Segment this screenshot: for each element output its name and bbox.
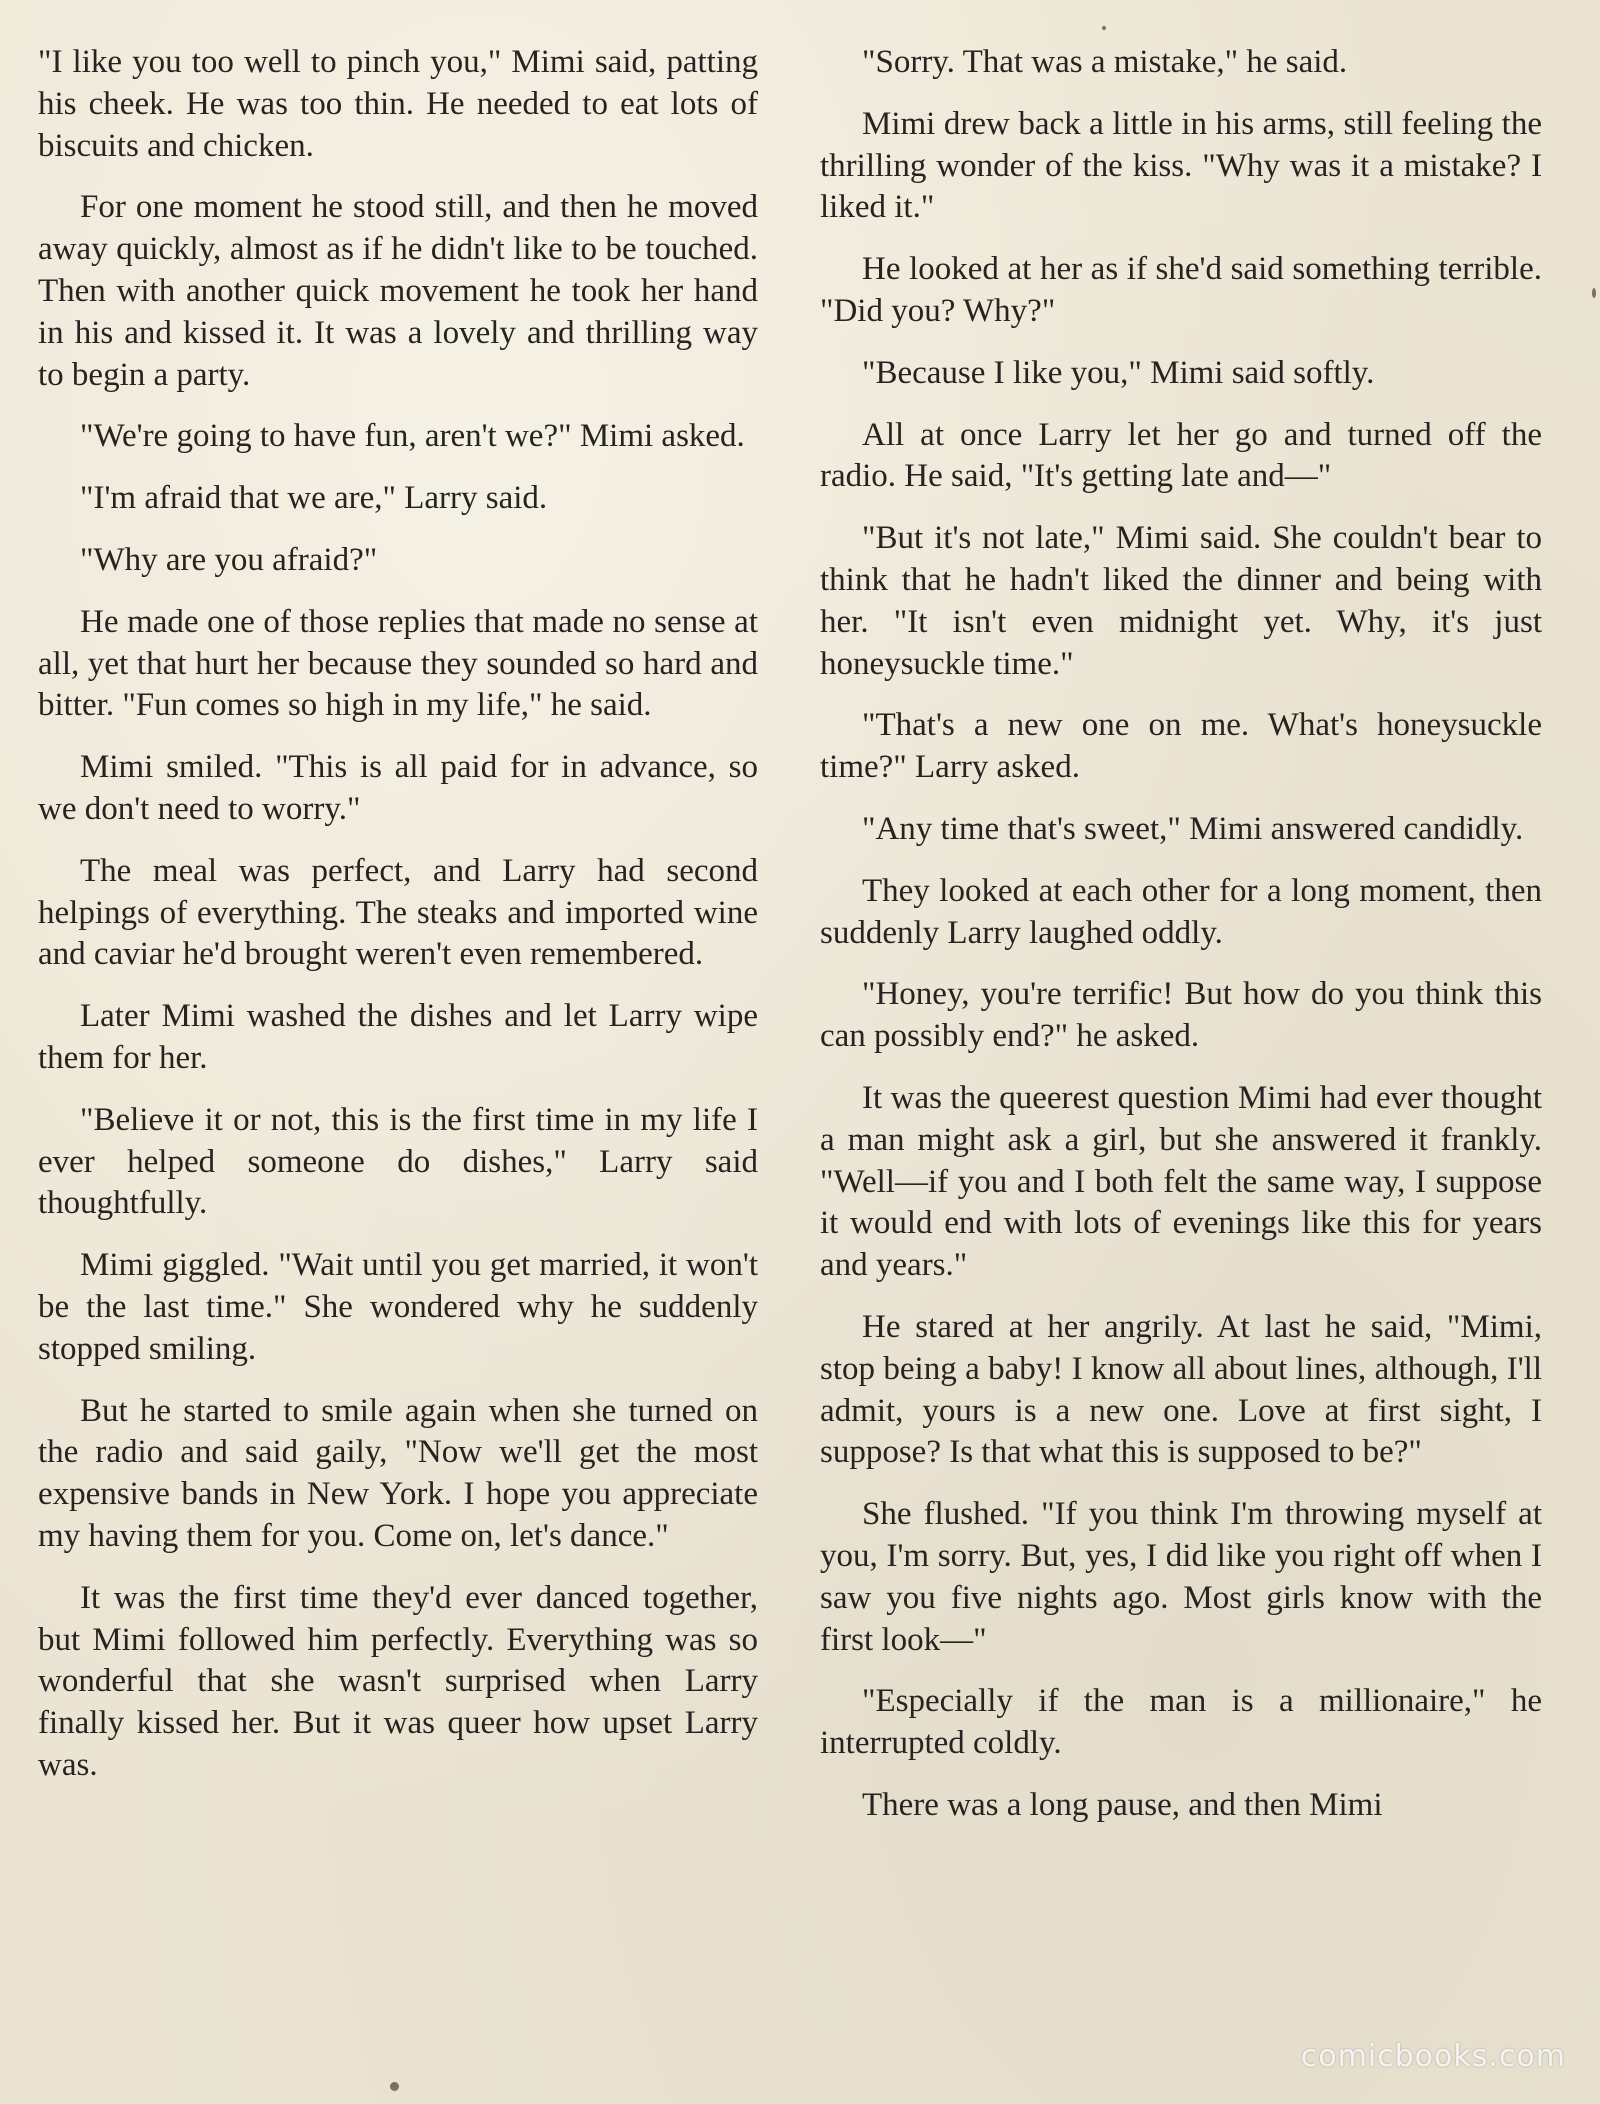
paragraph: "Believe it or not, this is the first time in my life I ever helped someone do dishes," Larry said thoughtfully. bbox=[38, 1101, 758, 1222]
paragraph: "But it's not late," Mimi said. She couldn't bear to think that he hadn't liked the dinner and being with her. "It isn't even midnight yet. Why, it's just honeysuckle time." bbox=[820, 520, 1542, 682]
paragraph: "That's a new one on me. What's honeysuckle time?" Larry asked. bbox=[820, 707, 1542, 786]
paragraph: "Honey, you're terrific! But how do you think this can possibly end?" he asked. bbox=[820, 976, 1542, 1055]
paragraph: It was the queerest question Mimi had ever thought a man might ask a girl, but she answered it frankly. "Well—if you and I both felt the same way, I suppose it would end with lots of evenings like this for years and years." bbox=[820, 1079, 1542, 1284]
source-watermark: comicbooks.com bbox=[1300, 2039, 1566, 2074]
paragraph: Mimi smiled. "This is all paid for in advance, so we don't need to worry." bbox=[38, 749, 758, 827]
left-text-column bbox=[38, 42, 758, 1807]
paragraph: "Sorry. That was a mistake," he said. bbox=[862, 44, 1348, 80]
paragraph: It was the first time they'd ever danced together, but Mimi followed him perfectly. Everything was so wonderful that she wasn't surprised when Larry finally kissed her. But it was queer how upset Larry was. bbox=[38, 1579, 758, 1783]
print-speck bbox=[390, 2082, 399, 2091]
paragraph: Later Mimi washed the dishes and let Larry wipe them for her. bbox=[38, 998, 758, 1076]
paragraph: Mimi giggled. "Wait until you get married, it won't be the last time." She wondered why he suddenly stopped smiling. bbox=[38, 1247, 758, 1367]
paragraph: "I'm afraid that we are," Larry said. bbox=[80, 480, 548, 517]
paragraph: They looked at each other for a long moment, then suddenly Larry laughed oddly. bbox=[820, 872, 1542, 951]
paragraph: Mimi drew back a little in his arms, still feeling the thrilling wonder of the kiss. "Why was it a mistake? I liked it." bbox=[820, 105, 1542, 226]
paragraph: All at once Larry let her go and turned off the radio. He said, "It's getting late and—" bbox=[820, 416, 1542, 495]
paragraph: "We're going to have fun, aren't we?" Mimi asked. bbox=[80, 418, 745, 455]
print-speck bbox=[1592, 288, 1596, 298]
paragraph: "Any time that's sweet," Mimi answered candidly. bbox=[862, 810, 1524, 847]
print-speck bbox=[1102, 26, 1106, 30]
paragraph: "Because I like you," Mimi said softly. bbox=[862, 354, 1375, 391]
paragraph: But he started to smile again when she turned on the radio and said gaily, "Now we'll get the most expensive bands in New York. I hope you appreciate my having them for you. Come on, let's dance." bbox=[38, 1392, 758, 1554]
paragraph: She flushed. "If you think I'm throwing myself at you, I'm sorry. But, yes, I did like you right off when I saw you five nights ago. Most girls know with the first look—" bbox=[820, 1496, 1542, 1658]
paragraph: The meal was perfect, and Larry had second helpings of everything. The steaks and imported wine and caviar he'd brought weren't even remembered. bbox=[38, 852, 758, 973]
right-text-column bbox=[820, 42, 1542, 1847]
paragraph: He looked at her as if she'd said something terrible. "Did you? Why?" bbox=[820, 251, 1542, 329]
paragraph: He made one of those replies that made no sense at all, yet that hurt her because they sounded so hard and bitter. "Fun comes so high in my life," he said. bbox=[38, 603, 758, 724]
paragraph: There was a long pause, and then Mimi bbox=[862, 1786, 1383, 1823]
paragraph: "I like you too well to pinch you," Mimi said, patting his cheek. He was too thin. He needed to eat lots of biscuits and chicken. bbox=[38, 44, 758, 164]
paragraph: He stared at her angrily. At last he said, "Mimi, stop being a baby! I know all about lines, although, I'll admit, yours is a new one. Love at first sight, I suppose? Is that what this is supposed to be?" bbox=[820, 1308, 1542, 1471]
paragraph: For one moment he stood still, and then he moved away quickly, almost as if he didn't like to be touched. Then with another quick movement he took her hand in his and kissed it. It was a lovely and thrilling way to begin a party. bbox=[38, 189, 758, 393]
paragraph: "Why are you afraid?" bbox=[80, 541, 378, 578]
paragraph: "Especially if the man is a millionaire," he interrupted coldly. bbox=[820, 1683, 1542, 1762]
